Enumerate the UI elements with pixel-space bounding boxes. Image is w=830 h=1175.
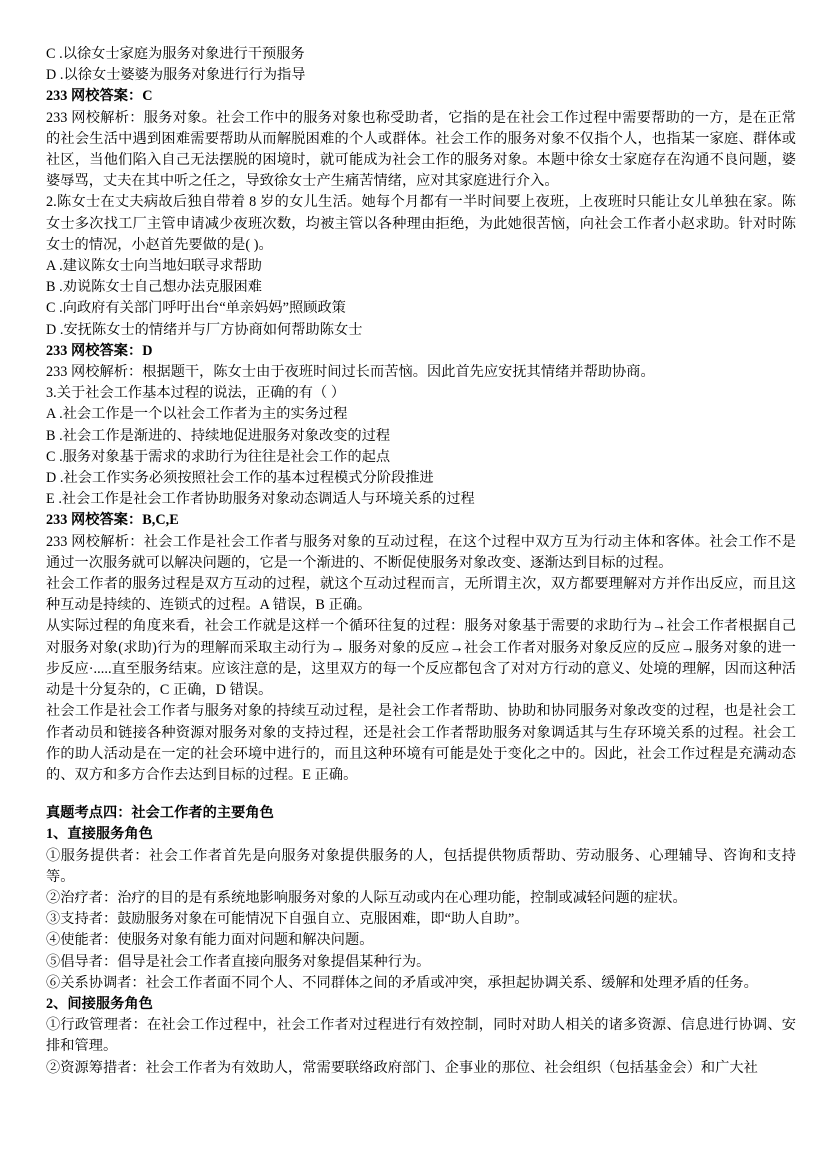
question-3-stem: 3.关于社会工作基本过程的说法，正确的有（ ） (46, 385, 346, 402)
question-2-analysis: 233 网校解析：根据题干，陈女士由于夜班时间过长而苦恼。因此首先应安抚其情绪并帮助协商。 (46, 364, 655, 381)
question-1-option-c: C .以徐女士家庭为服务对象进行干预服务 (46, 46, 305, 62)
question-1-option-d: D .以徐女士婆婆为服务对象进行行为指导 (46, 67, 306, 84)
question-3-option-c: C .服务对象基于需求的求助行为往往是社会工作的起点 (46, 448, 391, 465)
section-spacer (46, 786, 796, 803)
indirect-service-roles-heading: 2、间接服务角色 (46, 995, 153, 1012)
question-3-analysis-paragraph-2: 社会工作者的服务过程是双方互动的过程，就这个互动过程而言，无所谓主次，双方都要理解对方并作出反应，而且这种互动是持续的、连锁式的过程。A 错误，B 正确。 (46, 576, 796, 614)
question-3-option-d: D .社会工作实务必须按照社会工作的基本过程模式分阶段推进 (46, 470, 434, 487)
question-2-option-c: C .向政府有关部门呼吁出台“单亲妈妈”照顾政策 (46, 300, 346, 317)
question-2-answer: 233 网校答案：D (46, 342, 153, 359)
document-body (46, 44, 796, 1079)
question-3-option-e: E .社会工作是社会工作者协助服务对象动态调适人与环境关系的过程 (46, 491, 475, 508)
indirect-role-administrator: ①行政管理者：在社会工作过程中，社会工作者对过程进行有效控制，同时对助人相关的诸多资源、信息进行协调、安排和管理。 (46, 1017, 796, 1055)
direct-role-therapist: ②治疗者：治疗的目的是有系统地影响服务对象的人际互动或内在心理功能，控制或减轻问题的症状。 (46, 889, 687, 906)
direct-role-enabler: ④使能者：使服务对象有能力面对问题和解决问题。 (46, 932, 374, 949)
direct-role-supporter: ③支持者：鼓励服务对象在可能情况下自强自立、克服困难，即“助人自助”。 (46, 911, 529, 928)
question-3-analysis-paragraph-3: 从实际过程的角度来看，社会工作就是这样一个循环往复的过程：服务对象基于需要的求助行为→社会工作者根据自己对服务对象(求助)行为的理解而采取主动行为→ 服务对象的反应→社会工作者对服务对象反应的反应→服务对象的进一步反应·.....直至服务结束。应该注意的是，这里双方的每一个反应都包含了对对方行动的意义、处境的理解，因而这种活动是十分复杂的，C 正确，D 错误。 (46, 618, 796, 699)
question-3-answer: 233 网校答案：B,C,E (46, 512, 179, 529)
question-3-option-b: B .社会工作是渐进的、持续地促进服务对象改变的过程 (46, 427, 391, 444)
question-1-answer: 233 网校答案：C (46, 88, 153, 105)
question-3-option-a: A .社会工作是一个以社会工作者为主的实务过程 (46, 406, 348, 423)
direct-role-advocate: ⑤倡导者：倡导是社会工作者直接向服务对象提倡某种行为。 (46, 953, 431, 970)
question-1-analysis: 233 网校解析：服务对象。社会工作中的服务对象也称受助者，它指的是在社会工作过程中需要帮助的一方，是在正常的社会生活中遇到困难需要帮助从而解脱困难的个人或群体。社会工作的服务对象不仅指个人，也指某一家庭、群体或社区，当他们陷入自己无法摆脱的困境时，就可能成为社会工作的服务对象。本题中徐女士家庭存在沟通不良问题，婆婆辱骂，丈夫在其中听之任之，导致徐女士产生痛苦情绪，应对其家庭进行介入。 (46, 109, 796, 190)
direct-role-service-provider: ①服务提供者：社会工作者首先是向服务对象提供服务的人，包括提供物质帮助、劳动服务、心理辅导、咨询和支持等。 (46, 847, 796, 885)
question-2-option-a: A .建议陈女士向当地妇联寻求帮助 (46, 258, 263, 275)
question-2-stem: 2.陈女士在丈夫病故后独自带着 8 岁的女儿生活。她每个月都有一半时间要上夜班，上夜班时只能让女儿单独在家。陈女士多次找工厂主管申请减少夜班次数，均被主管以各种理由拒绝，为此她很苦恼，向社会工作者小赵求助。针对时陈女士的情况，小赵首先要做的是( )。 (46, 194, 796, 253)
indirect-role-resource-mobilizer: ②资源筹措者：社会工作者为有效助人，常需要联络政府部门、企事业的那位、社会组织（包括基金会）和广大社 (46, 1059, 758, 1076)
direct-service-roles-heading: 1、直接服务角色 (46, 826, 153, 843)
question-3-analysis-paragraph-4: 社会工作是社会工作者与服务对象的持续互动过程，是社会工作者帮助、协助和协同服务对象改变的过程，也是社会工作者动员和链接各种资源对服务对象的支持过程，还是社会工作者帮助服务对象调适其与生存环境关系的过程。社会工作的助人活动是在一定的社会环境中进行的，而且这种环境有可能是处于变化之中的。因此，社会工作过程是充满动态的、双方和多方合作去达到目标的过程。E 正确。 (46, 703, 796, 783)
question-2-option-b: B .劝说陈女士自己想办法克服困难 (46, 279, 263, 296)
section-heading-key-point-four: 真题考点四：社会工作者的主要角色 (46, 805, 274, 822)
direct-role-relationship-coordinator: ⑥关系协调者：社会工作者面不同个人、不同群体之间的矛盾或冲突，承担起协调关系、缓解和处理矛盾的任务。 (46, 974, 758, 991)
question-2-option-d: D .安抚陈女士的情绪并与厂方协商如何帮助陈女士 (46, 321, 363, 338)
question-3-analysis-paragraph-1: 233 网校解析：社会工作是社会工作者与服务对象的互动过程，在这个过程中双方互为行动主体和客体。社会工作不是通过一次服务就可以解决问题的，它是一个渐进的、不断促使服务对象改变、逐渐达到目标的过程。 (46, 533, 796, 571)
